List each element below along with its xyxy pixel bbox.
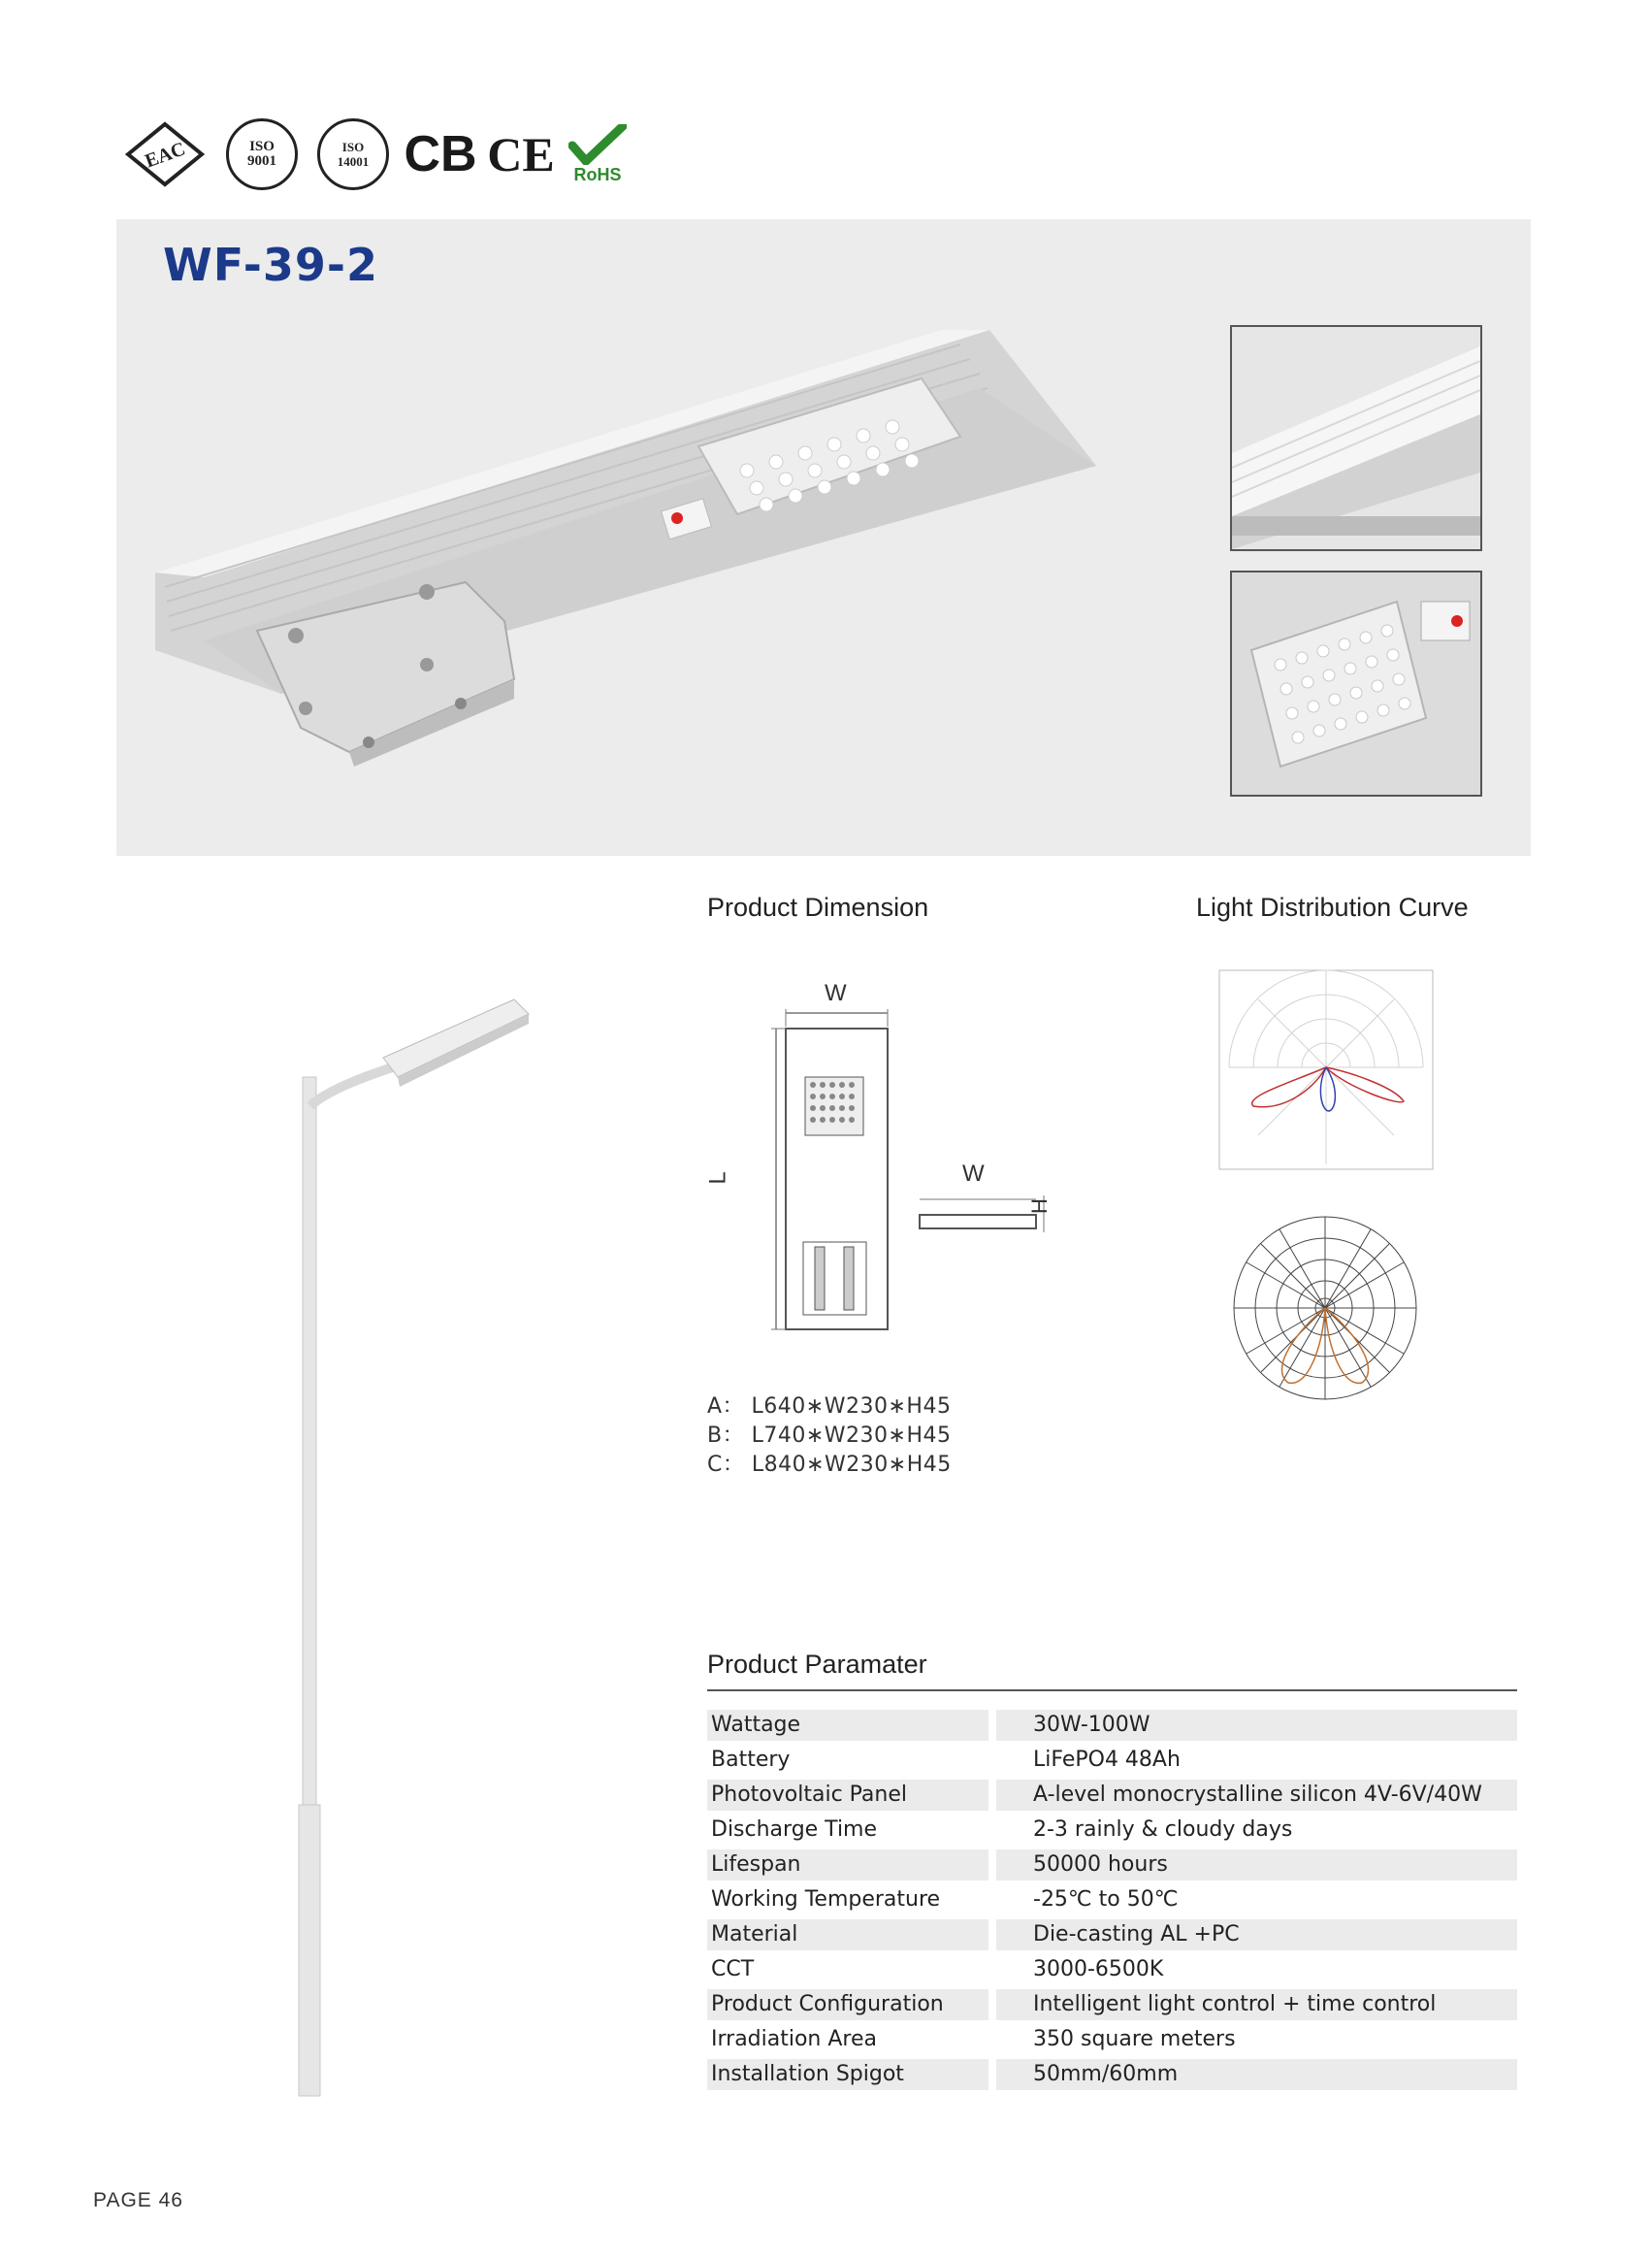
table-row [707,1780,1517,1815]
rohs-logo: RoHS [563,114,632,194]
dimension-variant-a: A： L640∗W230∗H45 [707,1394,952,1419]
dimension-drawing [718,970,1077,1344]
table-row [707,1954,1517,1989]
table-row [707,1849,1517,1884]
table-row [707,1710,1517,1745]
page-number: PAGE 46 [93,2189,183,2211]
param-value: -25℃ to 50℃ [1033,1887,1179,1912]
ce-logo: CE [487,127,555,181]
iso14001-badge: ISO 14001 [317,118,389,190]
dim-label-l: L [704,1171,731,1185]
isolux-chart [1230,1213,1420,1403]
param-label: Material [707,1919,988,1950]
table-row [707,1745,1517,1780]
svg-text:EAC: EAC [142,138,188,173]
model-title: WF-39-2 [163,239,378,291]
table-row [707,1919,1517,1954]
parameters-divider [707,1689,1517,1691]
param-value: 30W-100W [996,1710,1517,1741]
param-label: Irradiation Area [711,2027,877,2051]
polar-curve-chart [1215,965,1438,1179]
param-value: 50000 hours [996,1849,1517,1881]
table-row [707,2059,1517,2094]
eac-logo [124,114,206,194]
param-value: 3000-6500K [1033,1957,1164,1981]
table-row [707,2024,1517,2059]
param-label: Working Temperature [711,1887,941,1912]
param-label: CCT [711,1957,755,1981]
param-value: Die-casting AL +PC [996,1919,1517,1950]
pole-illustration [291,980,543,2106]
eac-mark-icon [124,120,206,188]
parameters-table [707,1710,1517,2094]
param-value: LiFePO4 48Ah [1033,1748,1181,1772]
param-label: Battery [711,1748,791,1772]
detail-thumbnail-side [1230,325,1482,551]
param-label: Photovoltaic Panel [707,1780,988,1811]
table-row [707,1884,1517,1919]
param-label: Installation Spigot [707,2059,988,2090]
param-label: Wattage [707,1710,988,1741]
check-icon [568,124,627,165]
light-curve-title: Light Distribution Curve [1196,893,1469,922]
param-value: 50mm/60mm [996,2059,1517,2090]
cb-logo: CB [404,126,477,182]
param-value: Intelligent light control + time control [996,1989,1517,2020]
dimension-variant-c: C： L840∗W230∗H45 [707,1453,952,1477]
table-row [707,1989,1517,2024]
param-value: 350 square meters [1033,2027,1236,2051]
param-value: 2-3 rainly & cloudy days [1033,1817,1293,1842]
dimension-variant-b: B： L740∗W230∗H45 [707,1423,952,1448]
table-row [707,1815,1517,1849]
param-value: A-level monocrystalline silicon 4V-6V/40W [996,1780,1517,1811]
param-label: Lifespan [707,1849,988,1881]
parameters-title: Product Paramater [707,1650,927,1679]
iso14001-logo [316,114,390,194]
dim-label-h: H [1026,1198,1052,1214]
dim-label-w-top: W [825,980,847,1006]
detail-thumbnail-led [1230,571,1482,797]
iso9001-badge: ISO 9001 [226,118,298,190]
param-label: Product Configuration [707,1989,988,2020]
param-label: Discharge Time [711,1817,878,1842]
dimension-title: Product Dimension [707,893,929,922]
product-image [146,311,1116,767]
iso9001-logo [225,114,299,194]
dim-label-w-side: W [962,1161,985,1187]
